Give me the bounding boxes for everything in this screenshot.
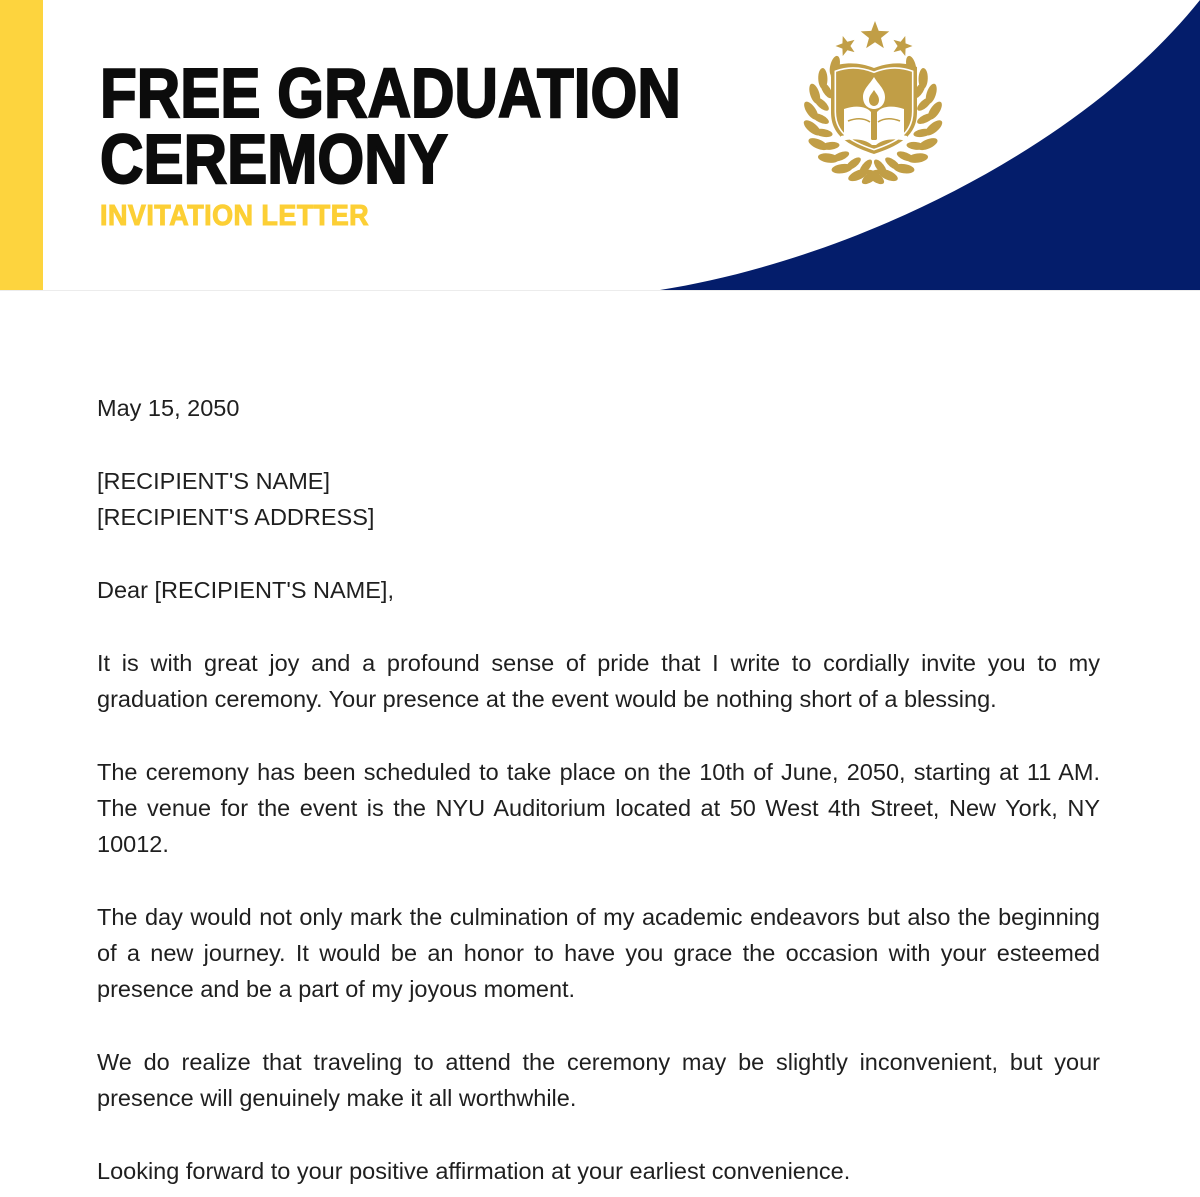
title-line-1: FREE GRADUATION bbox=[100, 54, 681, 132]
letter-body bbox=[0, 291, 1200, 1189]
title-line-2: CEREMONY bbox=[100, 120, 448, 198]
paragraph-4: We do realize that traveling to attend the ceremony may be slightly inconvenient, but your presence will genuinely make it all worthwhile. bbox=[97, 1049, 1100, 1111]
salutation: Dear [RECIPIENT'S NAME], bbox=[97, 577, 394, 603]
recipient-block bbox=[97, 463, 1100, 535]
stars-icon bbox=[833, 21, 914, 57]
page-title bbox=[100, 54, 775, 198]
recipient-address: [RECIPIENT'S ADDRESS] bbox=[97, 504, 375, 530]
letter-date: May 15, 2050 bbox=[97, 395, 240, 421]
letter-header bbox=[0, 0, 1200, 291]
recipient-name: [RECIPIENT'S NAME] bbox=[97, 468, 330, 494]
paragraph-1: It is with great joy and a profound sense of pride that I write to cordially invite you to my graduation ceremony. Your presence at the event would be nothing short of a blessing. bbox=[97, 650, 1100, 712]
graduation-crest-logo bbox=[780, 5, 970, 200]
paragraph-5: Looking forward to your positive affirmation at your earliest convenience. bbox=[97, 1158, 851, 1184]
paragraph-2: The ceremony has been scheduled to take place on the 10th of June, 2050, starting at 11 AM. The venue for the event is the NYU Auditorium located at 50 West 4th Street, New York, NY 10012. bbox=[97, 759, 1100, 857]
paragraph-3: The day would not only mark the culmination of my academic endeavors but also the beginning of a new journey. It would be an honor to have you grace the occasion with your esteemed presence and be a part of my joyous moment. bbox=[97, 904, 1100, 1002]
letter-subtitle: INVITATION LETTER bbox=[100, 200, 370, 232]
